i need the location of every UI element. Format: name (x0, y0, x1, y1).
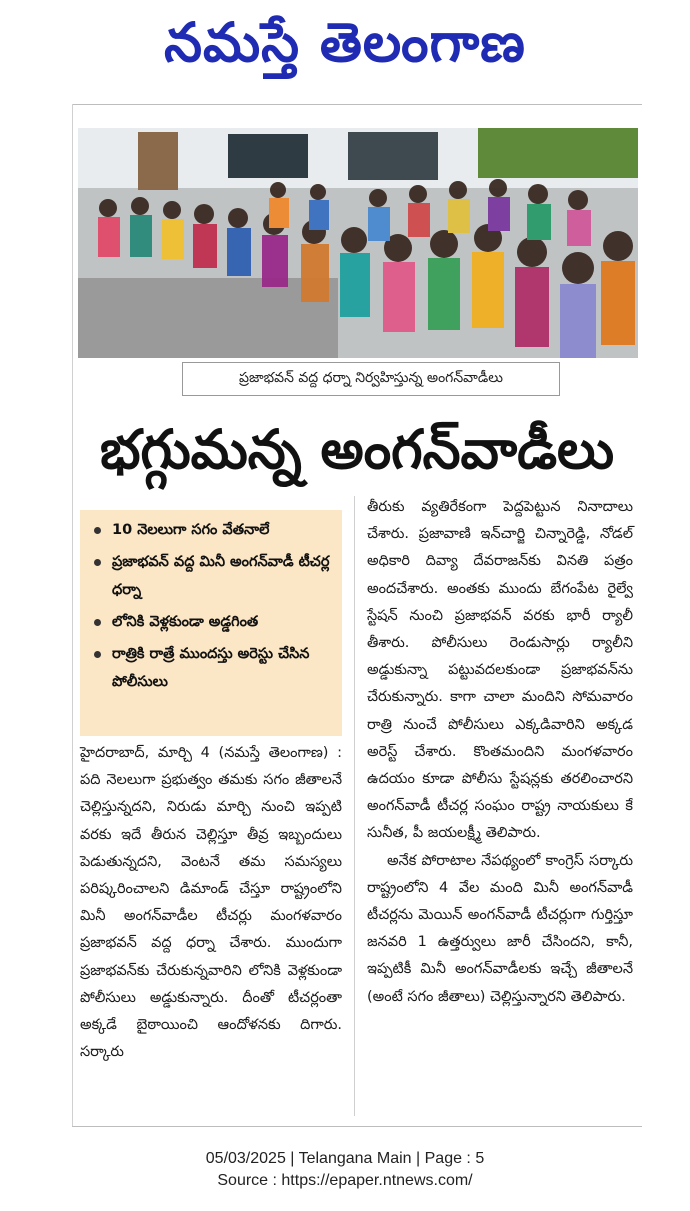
protest-photo (78, 128, 638, 358)
highlight-text: ప్రజాభవన్ వద్ద మినీ అంగన్‌వాడీ టీచర్ల ధర్నా (112, 554, 330, 598)
column-divider (354, 496, 355, 1116)
article-paragraph: తీరుకు వ్యతిరేకంగా పెద్దపెట్టున నినాదాలు చేశారు. ప్రజావాణి ఇన్‌చార్జి చిన్నారెడ్డి, నోడల్ అధికారి దివ్యా దేవరాజన్‌కు వినతి పత్రం అందచేశారు. అంతకు ముందు బేగంపేట రైల్వే స్టేషన్ నుంచి ప్రజాభవన్ వరకు భారీ ర్యాలీ తీశారు. పోలీసులు రెండుసార్లు ర్యాలీని అడ్డుకున్నా పట్టువదలకుండా ప్రజాభవన్‌ను చేరుకున్నారు. కాగా చాలా మందిని సోమవారం రాత్రి నుంచే పోలీసులు ఎక్కడివారిని అక్కడ అరెస్ట్ చేశారు. కొంతమందిని మంగళవారం ఉదయం కూడా పోలీసు స్టేషన్లకు తరలించారని అంగన్‌వాడీ టీచర్ల సంఘం రాష్ట్ర నాయకులు కే సునీత, పీ జయలక్ష్మీ తెలిపారు. (367, 499, 633, 842)
article-headline: భగ్గుమన్న అంగన్‌వాడీలు (99, 418, 615, 481)
article-paragraph: హైదరాబాద్, మార్చి 4 (నమస్తే తెలంగాణ) : పది నెలలుగా ప్రభుత్వం తమకు సగం జీతాలనే చెల్లిస్తున్నదని, నిరుడు మార్చి నుంచి ఇప్పటి వరకు ఇదే తీరున చెల్లిస్తూ తీవ్ర ఇబ్బందులు పెడుతున్నదని, వెంటనే తమ సమస్యలు పరిష్కరించాలని డిమాండ్ చేస్తూ రాష్ట్రంలోని మినీ అంగన్‌వాడీల టీచర్లు మంగళవారం ప్రజాభవన్ వద్ద ధర్నా చేశారు. ముందుగా ప్రజాభవన్‌కు చేరుకున్నవారిని లోనికి వెళ్లకుండా పోలీసులు అడ్డుకున్నారు. దీంతో టీచర్లంతా అక్కడే బైఠాయించి ఆందోళనకు దిగారు. సర్కారు (80, 745, 342, 1061)
highlight-text: లోనికి వెళ్లకుండా అడ్డగింత (112, 614, 259, 630)
highlight-item (90, 608, 336, 636)
photo-caption: ప్రజాభవన్ వద్ద ధర్నా నిర్వహిస్తున్న అంగన్‌వాడీలు (182, 362, 560, 396)
highlight-item (90, 516, 336, 544)
source-link[interactable]: Source : https://epaper.ntnews.com/ (217, 1172, 473, 1189)
highlight-text: 10 నెలలుగా సగం వేతనాలే (112, 522, 270, 538)
highlight-item (90, 640, 336, 696)
edition-info: 05/03/2025 | Telangana Main | Page : 5 (205, 1150, 485, 1167)
protest-photo-illustration (78, 128, 638, 358)
highlights-box (80, 510, 342, 736)
article-column-left (80, 740, 342, 1066)
highlight-text: రాత్రికి రాత్రే ముందస్తు అరెస్టు చేసిన పోలీసులు (112, 646, 310, 690)
masthead-title: నమస్తే తెలంగాణ (164, 11, 526, 74)
highlight-item (90, 548, 336, 604)
top-rule (72, 104, 642, 105)
article-paragraph: అనేక పోరాటాల నేపథ్యంలో కాంగ్రెస్ సర్కారు రాష్ట్రంలోని 4 వేల మంది మినీ అంగన్‌వాడీ టీచర్లను మెయిన్ అంగన్‌వాడీ టీచర్లుగా గుర్తిస్తూ జనవరి 1 ఉత్తర్వులు జారీ చేసిందని, కానీ, ఇప్పటికీ మినీ అంగన్‌వాడీలకు ఇచ్చే జీతాలనే (అంటే సగం జీతాలు) చెల్లిస్తున్నారని తెలిపారు. (367, 852, 633, 1005)
highlights-list (90, 516, 336, 696)
article-column-right (367, 494, 633, 1011)
bullet-icon (94, 619, 101, 626)
bullet-icon (94, 651, 101, 658)
left-rule (72, 104, 73, 1126)
bullet-icon (94, 559, 101, 566)
bullet-icon (94, 527, 101, 534)
bottom-rule (72, 1126, 642, 1127)
